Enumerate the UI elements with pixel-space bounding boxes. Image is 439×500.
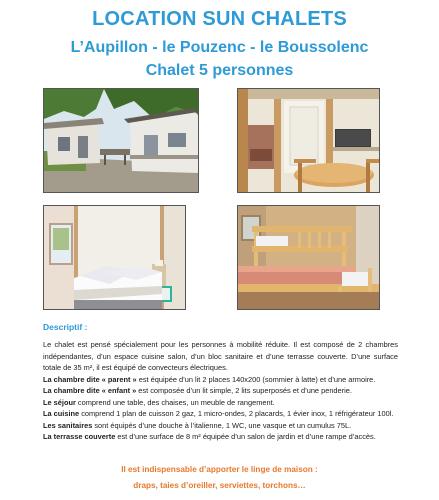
item-label: La cuisine [43, 409, 80, 418]
parent-bedroom-photo [43, 205, 186, 310]
description-body [43, 339, 398, 443]
item-text: est composée d’un lit simple, 2 lits superposés et d’une penderie. [136, 386, 352, 395]
page-subtitle: L’Aupillon - le Pouzenc - le Boussolenc [70, 39, 369, 56]
description-item-bathroom [43, 420, 398, 432]
chalet-exterior-photo [43, 88, 199, 193]
item-label: La chambre dite « enfant » [43, 386, 137, 395]
linen-notice-list: draps, taies d’oreiller, serviettes, torchons… [133, 481, 306, 490]
item-text: comprend une table, des chaises, un meuble de rangement. [75, 397, 275, 407]
item-text: est d’une surface de 8 m² équipée d’un salon de jardin et d’une rampe d’accès. [115, 432, 376, 441]
item-text: sont équipés d’une douche à l’italienne, 1 WC, une vasque et un cumulus 75L. [92, 420, 352, 430]
description-heading: Descriptif : [43, 322, 88, 332]
description-item-kitchen [43, 408, 398, 420]
dining-area-photo [237, 88, 380, 193]
description-item-child-bedroom [43, 385, 398, 397]
item-label: Les sanitaires [43, 420, 93, 430]
description-item-living-room [43, 397, 398, 409]
item-text: est équipée d’un lit 2 places 140x200 (sommier à latte) et d’une armoire. [136, 374, 376, 384]
item-text: comprend 1 plan de cuisson 2 gaz, 1 micro-ondes, 2 placards, 1 évier inox, 1 réfrigérateur 100l. [79, 409, 394, 418]
description-intro: Le chalet est pensé spécialement pour les personnes à mobilité réduite. Il est composé de 2 chambres indépendantes, d’un espace cuisine salon, d’un bloc sanitaire et d’une terrasse couverte. D’une surface totale de 35 m², il est équipé de convecteurs électriques. [43, 340, 398, 372]
item-label: Le séjour [43, 397, 76, 407]
capacity-title: Chalet 5 personnes [145, 62, 294, 79]
item-label: La terrasse couverte [43, 432, 116, 441]
page-title: LOCATION SUN CHALETS [92, 8, 347, 30]
child-bedroom-photo [237, 205, 380, 310]
item-label: La chambre dite « parent » [43, 374, 137, 384]
description-item-parent-bedroom [43, 374, 398, 386]
description-item-terrace [43, 431, 398, 443]
linen-notice: Il est indispensable d’apporter le linge de maison : [121, 465, 318, 474]
